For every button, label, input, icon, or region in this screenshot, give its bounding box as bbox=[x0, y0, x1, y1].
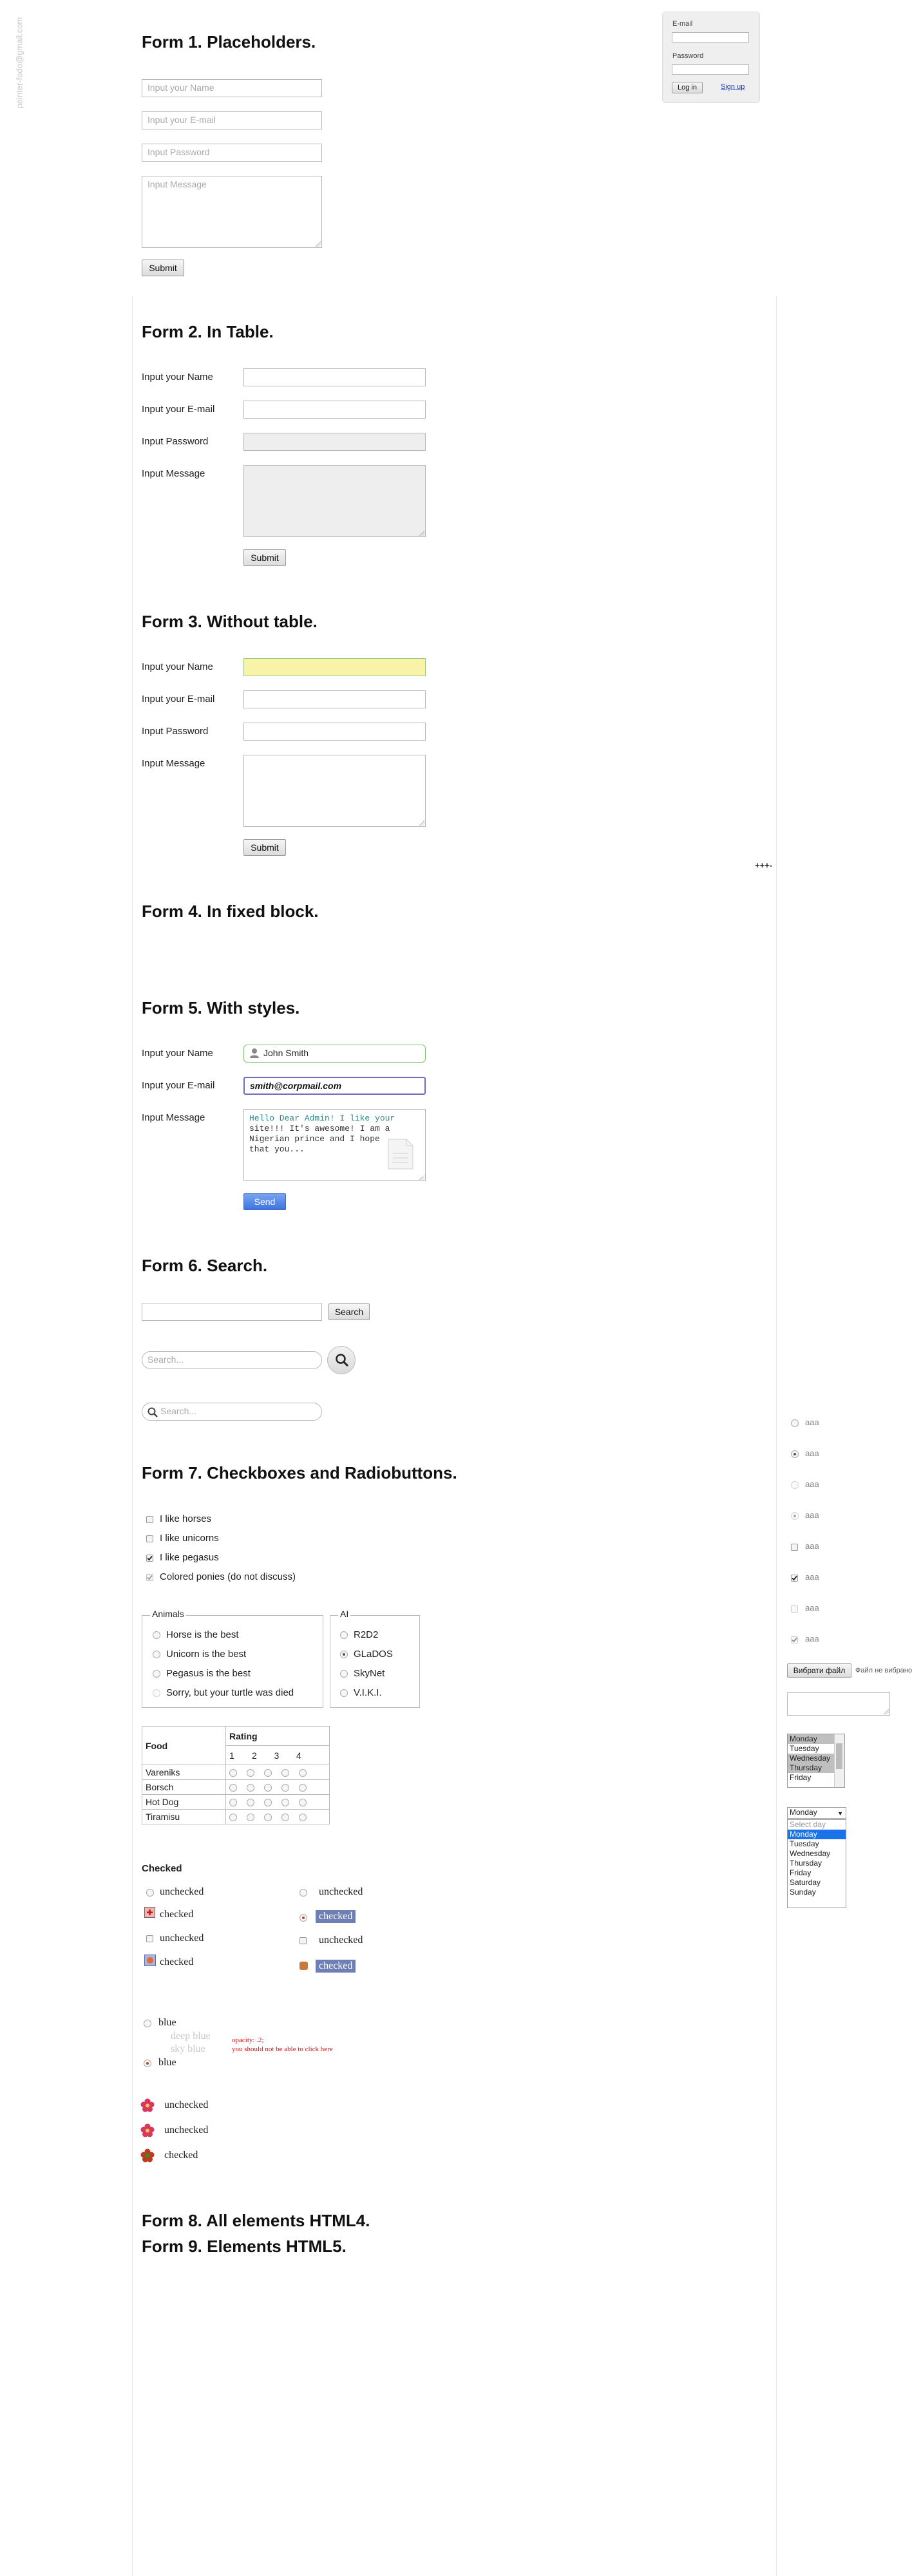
side-checkbox-disabled-checked bbox=[791, 1636, 798, 1643]
ai-legend: AI bbox=[338, 1609, 350, 1619]
form3-submit-button[interactable]: Submit bbox=[243, 839, 286, 856]
login-email-input[interactable] bbox=[672, 32, 749, 43]
radio-label: R2D2 bbox=[354, 1629, 379, 1640]
search-icon bbox=[335, 1353, 349, 1367]
form2-name-label: Input your Name bbox=[142, 372, 213, 383]
food-row: Tiramisu bbox=[142, 1810, 226, 1824]
radio-unicorn[interactable] bbox=[153, 1651, 160, 1658]
search-input-rounded[interactable]: Search... bbox=[142, 1351, 322, 1369]
search-icon bbox=[147, 1407, 158, 1417]
side-radio-label: aaa bbox=[805, 1448, 819, 1458]
form3-message-label: Input Message bbox=[142, 758, 205, 769]
dropdown-option[interactable]: Saturday bbox=[790, 1878, 821, 1887]
dropdown-option[interactable]: Sunday bbox=[790, 1888, 816, 1897]
radio-turtle bbox=[153, 1689, 160, 1697]
day-option[interactable]: Thursday bbox=[788, 1763, 844, 1773]
rating-radio[interactable] bbox=[264, 1814, 272, 1821]
radio-label: Unicorn is the best bbox=[166, 1649, 247, 1660]
day-option[interactable]: Wednesday bbox=[788, 1754, 844, 1763]
day-option[interactable]: Tuesday bbox=[790, 1744, 819, 1753]
login-password-label: Password bbox=[672, 52, 704, 60]
form5-title: Form 5. With styles. bbox=[142, 998, 300, 1018]
rating-radio[interactable] bbox=[264, 1769, 272, 1777]
side-checkbox-label: aaa bbox=[805, 1634, 819, 1643]
rating-radio[interactable] bbox=[229, 1814, 237, 1821]
flower-label: unchecked bbox=[164, 2099, 209, 2110]
radio-label: Horse is the best bbox=[166, 1629, 239, 1640]
form1-submit-button[interactable]: Submit bbox=[142, 260, 184, 276]
custom-checkbox-checked[interactable] bbox=[144, 1955, 156, 1966]
days-multiselect[interactable] bbox=[787, 1734, 845, 1788]
dropdown-option[interactable]: Wednesday bbox=[790, 1849, 831, 1858]
custom-checkbox-checked[interactable] bbox=[144, 1907, 155, 1918]
radio-label: V.I.K.I. bbox=[354, 1687, 382, 1698]
form3-email-label: Input your E-mail bbox=[142, 694, 215, 705]
message-textarea[interactable]: Input Message bbox=[142, 176, 322, 248]
search-input-with-icon[interactable]: Search... bbox=[142, 1403, 322, 1421]
form5-send-button[interactable]: Send bbox=[243, 1193, 286, 1210]
radio-skynet[interactable] bbox=[340, 1670, 348, 1678]
checkbox-label: unchecked bbox=[160, 1933, 204, 1944]
form2-name-input[interactable] bbox=[243, 368, 426, 386]
rating-radio[interactable] bbox=[229, 1784, 237, 1792]
side-checkbox-label: aaa bbox=[805, 1572, 819, 1582]
rating-radio[interactable] bbox=[247, 1784, 254, 1792]
radio-label: unchecked bbox=[319, 1886, 363, 1897]
side-radio-label: aaa bbox=[805, 1417, 819, 1427]
day-option[interactable]: Monday bbox=[788, 1734, 844, 1744]
radio-label: blue bbox=[158, 2057, 176, 2068]
flower-checkbox-icon[interactable] bbox=[140, 2098, 155, 2112]
rating-radio[interactable] bbox=[247, 1769, 254, 1777]
note-icon bbox=[386, 1138, 414, 1170]
radio-blue-checked[interactable] bbox=[144, 2060, 151, 2067]
rating-radio[interactable] bbox=[247, 1814, 254, 1821]
form2-email-label: Input your E-mail bbox=[142, 404, 215, 415]
rating-num: 4 bbox=[293, 1746, 316, 1765]
radio-label: unchecked bbox=[160, 1886, 204, 1897]
checkbox-horses[interactable] bbox=[146, 1516, 153, 1523]
radio-label-highlighted: checked bbox=[316, 1910, 356, 1923]
custom-checkbox-checked[interactable] bbox=[299, 1962, 308, 1970]
rating-num: 3 bbox=[271, 1746, 293, 1765]
form8-title: Form 8. All elements HTML4. bbox=[142, 2211, 370, 2230]
radio-pegasus[interactable] bbox=[153, 1670, 160, 1678]
flower-checkbox-checked-icon[interactable] bbox=[140, 2148, 155, 2163]
form6-title: Form 6. Search. bbox=[142, 1256, 268, 1275]
form3-title: Form 3. Without table. bbox=[142, 612, 318, 631]
radio-label: Pegasus is the best bbox=[166, 1668, 251, 1679]
flower-checkbox-icon[interactable] bbox=[140, 2123, 155, 2137]
chevron-down-icon: ▼ bbox=[837, 1810, 843, 1817]
rating-radio[interactable] bbox=[299, 1769, 307, 1777]
flower-label: unchecked bbox=[164, 2125, 209, 2136]
form3-password-input[interactable] bbox=[243, 723, 426, 741]
day-dropdown-list[interactable] bbox=[787, 1819, 846, 1908]
search-input[interactable] bbox=[142, 1303, 322, 1321]
right-guide-line bbox=[776, 296, 777, 2576]
side-checkbox-disabled bbox=[791, 1605, 798, 1613]
rating-num: 1 bbox=[226, 1746, 249, 1765]
form5-name-label: Input your Name bbox=[142, 1048, 213, 1059]
signup-link[interactable]: Sign up bbox=[721, 83, 745, 91]
side-radio-checked[interactable] bbox=[791, 1450, 799, 1458]
search-button[interactable]: Search bbox=[328, 1303, 370, 1320]
checkbox-label: I like horses bbox=[160, 1513, 212, 1524]
form3-email-input[interactable] bbox=[243, 690, 426, 708]
radio-blue[interactable] bbox=[144, 2020, 151, 2027]
rating-radios[interactable] bbox=[226, 1780, 330, 1795]
rating-radio[interactable] bbox=[264, 1799, 272, 1806]
radio-glados[interactable] bbox=[340, 1651, 348, 1658]
password-input[interactable]: Input Password bbox=[142, 144, 322, 162]
rating-radio[interactable] bbox=[229, 1769, 237, 1777]
radio-unchecked[interactable] bbox=[299, 1889, 307, 1897]
food-row: Hot Dog bbox=[142, 1795, 226, 1810]
form3-name-input[interactable] bbox=[243, 658, 426, 676]
side-checkbox-label: aaa bbox=[805, 1603, 819, 1613]
form5-name-input[interactable]: John Smith bbox=[243, 1045, 426, 1063]
rating-num: 2 bbox=[249, 1746, 271, 1765]
checkbox-label-highlighted: checked bbox=[316, 1960, 356, 1973]
radio-viki[interactable] bbox=[340, 1689, 348, 1697]
checkbox-pegasus[interactable] bbox=[146, 1555, 153, 1562]
food-row: Vareniks bbox=[142, 1765, 226, 1780]
login-box bbox=[662, 12, 760, 103]
rating-radios[interactable] bbox=[226, 1765, 330, 1780]
form4-title: Form 4. In fixed block. bbox=[142, 902, 319, 921]
side-mark: +++- bbox=[755, 860, 773, 870]
form3-name-label: Input your Name bbox=[142, 661, 213, 672]
name-input[interactable]: Input your Name bbox=[142, 79, 322, 97]
side-checkbox-checked[interactable] bbox=[791, 1575, 798, 1582]
food-header: Food bbox=[142, 1727, 226, 1765]
day-select[interactable]: Monday ▼ bbox=[787, 1807, 846, 1819]
scrollbar-thumb[interactable] bbox=[836, 1743, 842, 1769]
radio-label: blue bbox=[158, 2017, 176, 2028]
form2-email-input[interactable] bbox=[243, 401, 426, 419]
form5-email-input[interactable]: smith@corpmail.com bbox=[243, 1077, 426, 1095]
checkbox-label: unchecked bbox=[319, 1935, 363, 1946]
email-input[interactable]: Input your E-mail bbox=[142, 111, 322, 129]
form5-message-label: Input Message bbox=[142, 1112, 205, 1123]
dropdown-option-selected[interactable]: Monday bbox=[788, 1830, 846, 1839]
login-email-label: E-mail bbox=[672, 20, 693, 28]
radio-label: GLaDOS bbox=[354, 1649, 393, 1660]
rating-radio[interactable] bbox=[299, 1784, 307, 1792]
form1-title: Form 1. Placeholders. bbox=[142, 32, 316, 52]
radio-label: SkyNet bbox=[354, 1668, 385, 1679]
form2-title: Form 2. In Table. bbox=[142, 322, 274, 341]
form5-message-textarea[interactable]: Hello Dear Admin! I like your site!!! It's awesome! I am a Nigerian prince and I hope that you... bbox=[243, 1109, 426, 1181]
flower-label: checked bbox=[164, 2150, 198, 2161]
checkbox-label: Colored ponies (do not discuss) bbox=[160, 1571, 296, 1582]
radio-r2d2[interactable] bbox=[340, 1631, 348, 1639]
day-option[interactable]: Friday bbox=[790, 1773, 812, 1782]
checkbox-label: I like unicorns bbox=[160, 1533, 219, 1544]
rating-radios[interactable] bbox=[226, 1795, 330, 1810]
checked-title: Checked bbox=[142, 1863, 182, 1874]
form3-password-label: Input Password bbox=[142, 726, 209, 737]
checkbox-colored-ponies bbox=[146, 1574, 153, 1581]
rating-radio[interactable] bbox=[281, 1799, 289, 1806]
side-radio[interactable] bbox=[791, 1419, 799, 1427]
form7-title: Form 7. Checkboxes and Radiobuttons. bbox=[142, 1463, 457, 1482]
side-radio-disabled-checked bbox=[791, 1512, 799, 1520]
rating-radio[interactable] bbox=[264, 1784, 272, 1792]
login-button[interactable]: Log in bbox=[672, 82, 703, 93]
search-icon-button[interactable] bbox=[327, 1346, 356, 1374]
radio-unchecked[interactable] bbox=[146, 1889, 154, 1897]
rating-table bbox=[142, 1726, 330, 1824]
user-icon bbox=[250, 1048, 259, 1058]
rating-radio[interactable] bbox=[229, 1799, 237, 1806]
form3-message-textarea[interactable] bbox=[243, 755, 426, 827]
form2-submit-button[interactable]: Submit bbox=[243, 549, 286, 566]
checkbox-label: I like pegasus bbox=[160, 1552, 219, 1563]
radio-label-faded: deep blue bbox=[171, 2031, 211, 2041]
form2-password-input[interactable] bbox=[243, 433, 426, 451]
food-row: Borsch bbox=[142, 1780, 226, 1795]
rating-radio[interactable] bbox=[247, 1799, 254, 1806]
side-checkbox[interactable] bbox=[791, 1544, 798, 1551]
form2-password-label: Input Password bbox=[142, 436, 209, 447]
rating-radios[interactable] bbox=[226, 1810, 330, 1824]
rating-radio[interactable] bbox=[281, 1814, 289, 1821]
dropdown-option[interactable]: Friday bbox=[790, 1868, 812, 1877]
side-radio-disabled bbox=[791, 1481, 799, 1489]
form2-message-textarea[interactable] bbox=[243, 465, 426, 537]
opacity-note-2: you should not be able to click here bbox=[232, 2045, 333, 2053]
side-radio-label: aaa bbox=[805, 1510, 819, 1520]
side-checkbox-label: aaa bbox=[805, 1541, 819, 1551]
animals-legend: Animals bbox=[150, 1609, 186, 1619]
dropdown-option[interactable]: Select day bbox=[790, 1820, 826, 1829]
side-email: pointer-fodo@gmail.com bbox=[14, 17, 24, 109]
checkbox-unchecked[interactable] bbox=[146, 1935, 153, 1942]
checkbox-unicorns[interactable] bbox=[146, 1535, 153, 1542]
radio-label-faded: sky blue bbox=[171, 2043, 205, 2054]
left-guide-line bbox=[132, 296, 133, 2576]
file-choose-button[interactable]: Вибрати файл bbox=[787, 1663, 851, 1678]
dropdown-option[interactable]: Tuesday bbox=[790, 1839, 819, 1848]
rating-radio[interactable] bbox=[281, 1769, 289, 1777]
side-textarea[interactable] bbox=[787, 1692, 890, 1716]
form2-message-label: Input Message bbox=[142, 468, 205, 479]
form9-title: Form 9. Elements HTML5. bbox=[142, 2237, 347, 2256]
rating-radio[interactable] bbox=[299, 1814, 307, 1821]
opacity-note: opacity: .2; bbox=[232, 2036, 264, 2044]
radio-horse[interactable] bbox=[153, 1631, 160, 1639]
form5-email-label: Input your E-mail bbox=[142, 1080, 215, 1091]
rating-radio[interactable] bbox=[299, 1799, 307, 1806]
radio-checked[interactable] bbox=[299, 1914, 307, 1922]
file-status-text: Файл не вибрано bbox=[855, 1667, 912, 1674]
checkbox-unchecked[interactable] bbox=[299, 1937, 307, 1944]
login-password-input[interactable] bbox=[672, 64, 749, 75]
dropdown-option[interactable]: Thursday bbox=[790, 1859, 822, 1868]
scrollbar[interactable] bbox=[834, 1734, 844, 1787]
rating-radio[interactable] bbox=[281, 1784, 289, 1792]
checkbox-label: checked bbox=[160, 1909, 194, 1920]
radio-label: Sorry, but your turtle was died bbox=[166, 1687, 294, 1698]
rating-header: Rating bbox=[226, 1727, 330, 1746]
side-radio-label: aaa bbox=[805, 1479, 819, 1489]
checkbox-label: checked bbox=[160, 1956, 194, 1967]
